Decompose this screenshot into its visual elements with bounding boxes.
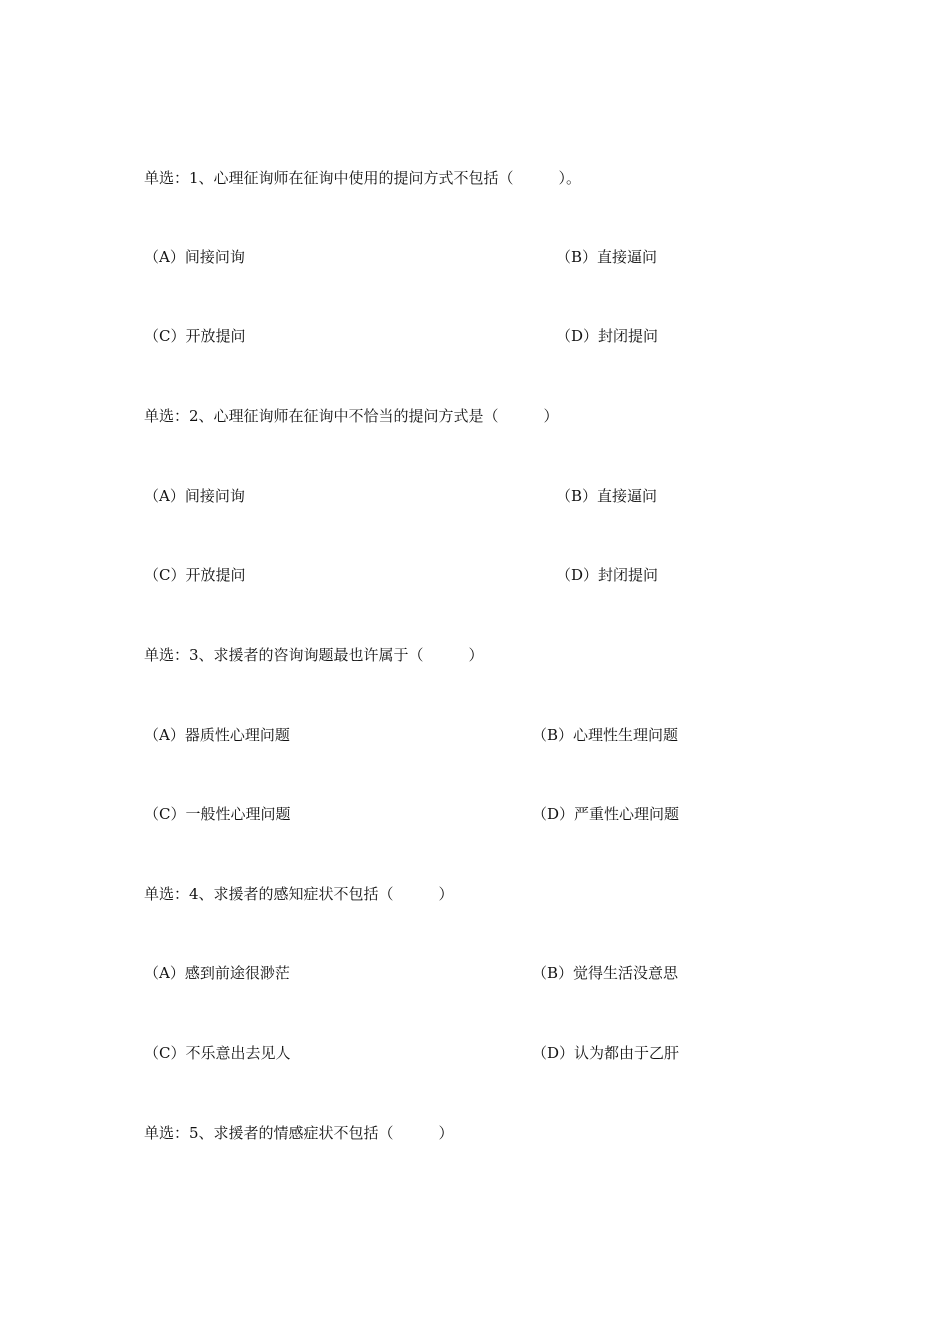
question-4-option-c: （C）不乐意出去见人 bbox=[144, 1044, 291, 1062]
question-3-option-a: （A）器质性心理问题 bbox=[144, 726, 290, 744]
question-3-option-b: （B）心理性生理问题 bbox=[532, 726, 679, 744]
question-2-option-c: （C）开放提问 bbox=[144, 566, 246, 584]
question-2-stem: 单选：2、心理征询师在征询中不恰当的提问方式是（ ） bbox=[144, 407, 559, 425]
question-3-stem: 单选：3、求援者的咨询询题最也许属于（ ） bbox=[144, 646, 484, 664]
question-2-option-a: （A）间接问询 bbox=[144, 487, 245, 505]
question-1-option-d: （D）封闭提问 bbox=[556, 327, 659, 345]
question-5-stem: 单选：5、求援者的情感症状不包括（ ） bbox=[144, 1124, 454, 1142]
question-1-option-c: （C）开放提问 bbox=[144, 327, 246, 345]
question-2-option-b: （B）直接逼问 bbox=[556, 487, 658, 505]
question-4-option-d: （D）认为都由于乙肝 bbox=[532, 1044, 680, 1062]
question-4-option-a: （A）感到前途很渺茫 bbox=[144, 964, 290, 982]
question-4-option-b: （B）觉得生活没意思 bbox=[532, 964, 679, 982]
question-1-stem: 单选：1、心理征询师在征询中使用的提问方式不包括（ ）。 bbox=[144, 169, 582, 187]
question-3-option-d: （D）严重性心理问题 bbox=[532, 805, 680, 823]
question-1-option-a: （A）间接问询 bbox=[144, 248, 245, 266]
question-4-stem: 单选：4、求援者的感知症状不包括（ ） bbox=[144, 885, 454, 903]
question-3-option-c: （C）一般性心理问题 bbox=[144, 805, 291, 823]
question-1-option-b: （B）直接逼问 bbox=[556, 248, 658, 266]
question-2-option-d: （D）封闭提问 bbox=[556, 566, 659, 584]
